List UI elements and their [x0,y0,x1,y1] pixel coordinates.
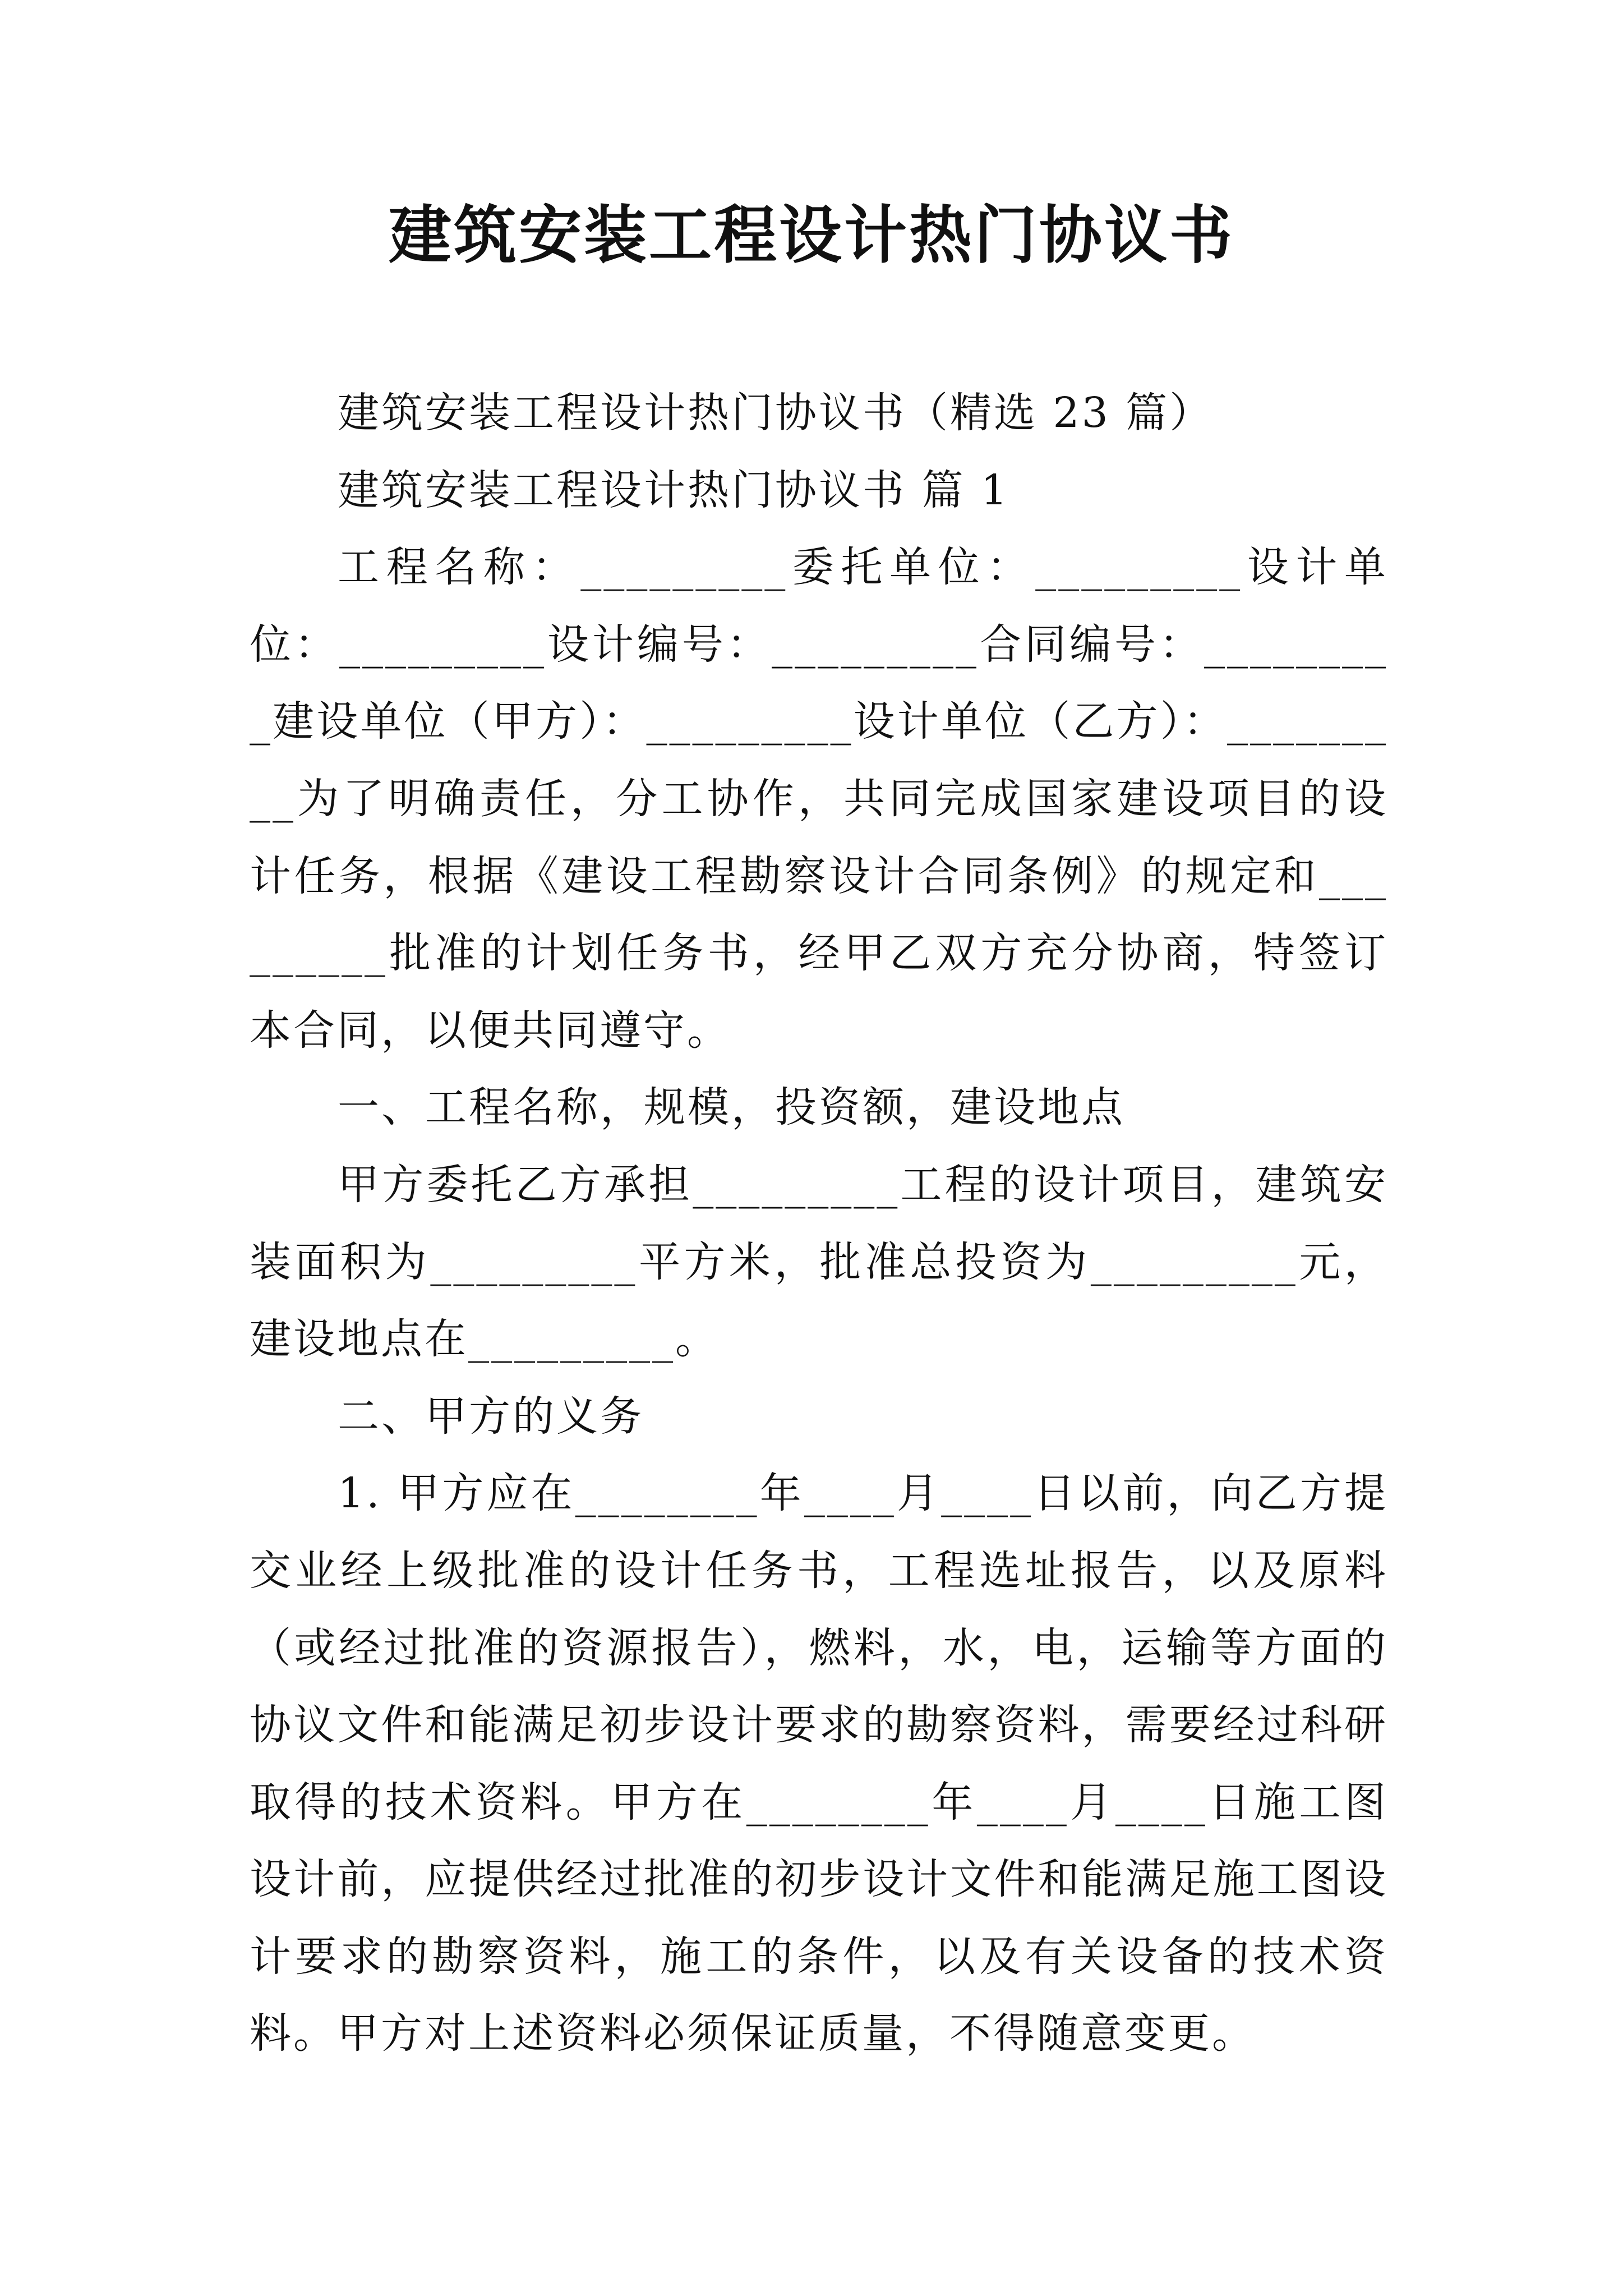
paragraph-subtitle: 建筑安装工程设计热门协议书（精选 23 篇） [338,389,1214,437]
paragraph-section-heading: 建筑安装工程设计热门协议书 篇 1 [338,466,1010,514]
document-title: 建筑安装工程设计热门协议书 [389,199,1234,272]
paragraph-heading-1: 一、工程名称，规模，投资额，建设地点 [338,1083,1125,1132]
paragraph-heading-2: 二、甲方的义务 [338,1392,644,1441]
paragraph-project-info: 工程名称：_________委托单位：_________设计单位：_________设计编号：_________合同编号：_________建设单位（甲方）：_________设计单位（乙方）：_________为了明确责任，分工协作，共同完成国家建设项目的设计任务，根据《建设工程勘察设计合同条例》的规定和_________批准的计划任务书，经甲乙双方充分协商，特签订本合同，以便共同遵守。 [250,543,1388,1055]
paragraph-project-scope: 甲方委托乙方承担_________工程的设计项目，建筑安装面积为_________平方米，批准总投资为_________元，建设地点在_________。 [250,1160,1388,1364]
paragraph-party-a-obligations: 1. 甲方应在________年____月____日以前，向乙方提交业经上级批准的设计任务书，工程选址报告，以及原料（或经过批准的资源报告），燃料，水，电，运输等方面的协议文件和能满足初步设计要求的勘察资料，需要经过科研取得的技术资料。甲方在________年____月____日施工图设计前，应提供经过批准的初步设计文件和能满足施工图设计要求的勘察资料，施工的条件，以及有关设备的技术资料。甲方对上述资料必须保证质量，不得随意变更。 [250,1469,1388,2058]
document-body [250,375,1388,2073]
